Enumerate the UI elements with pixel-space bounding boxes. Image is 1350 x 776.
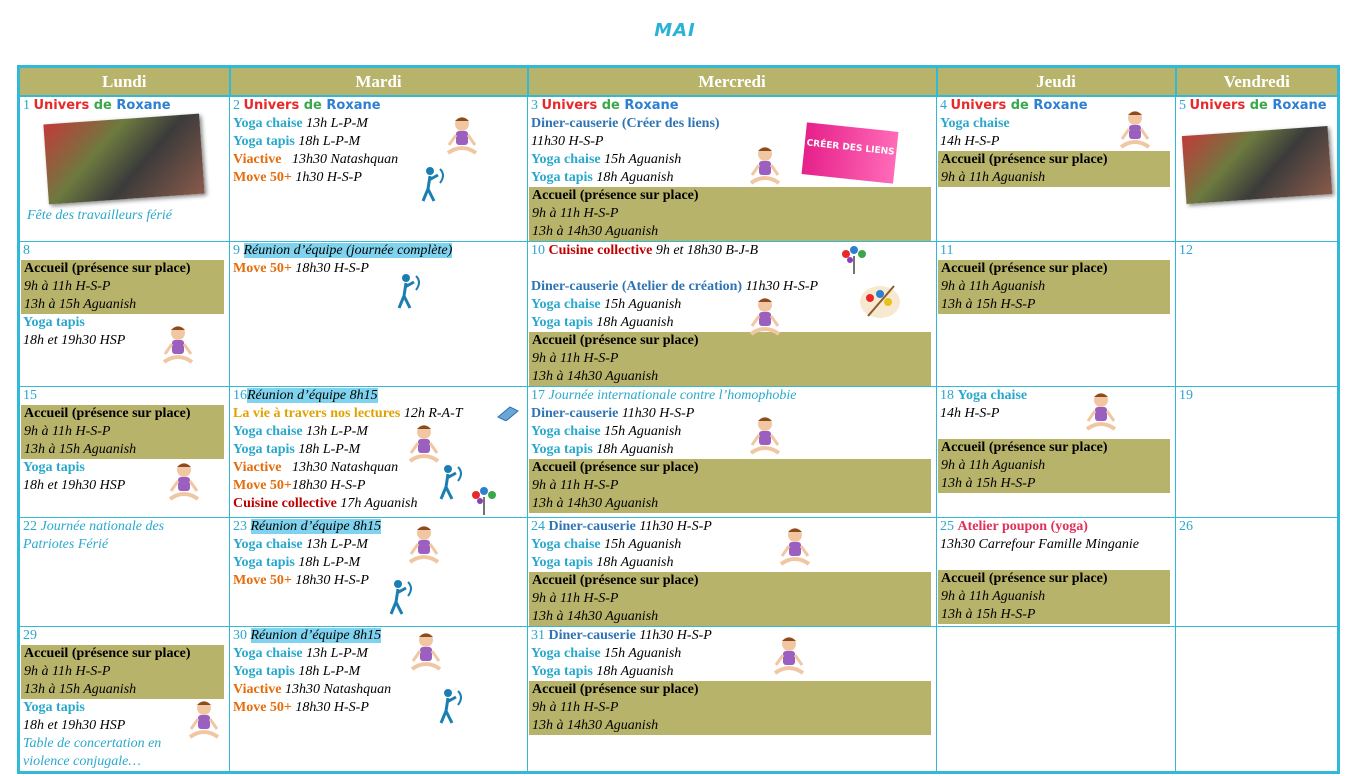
- day-number: 12: [1179, 243, 1193, 258]
- day-cell-24[interactable]: 24 Diner-causerie 11h30 H-S-P Yoga chaise 15h Aguanish Yoga tapis 18h Aguanish Accueil (présence sur place) 9h à 11h H-S-P 13h à 14h30 Aguanish: [528, 518, 937, 627]
- event-line: Diner-causerie 11h30 H-S-P: [531, 406, 695, 421]
- accueil-block: Accueil (présence sur place) 9h à 11h Aguanish 13h à 15h H-S-P: [938, 439, 1170, 493]
- event-note: Table de concertation en: [23, 736, 162, 751]
- day-cell-1[interactable]: [19, 96, 230, 242]
- spoons-icon: [470, 485, 498, 515]
- day-number: 19: [1179, 388, 1193, 403]
- day-cell-22[interactable]: [19, 518, 230, 627]
- move-icon: [436, 687, 466, 725]
- move-icon: [394, 272, 424, 310]
- event-note: Journée nationale des: [40, 519, 165, 534]
- event-note: Fête des travailleurs férié: [27, 208, 173, 223]
- day-number: 16: [233, 388, 247, 403]
- reunion-highlight: Réunion d’équipe (journée complète): [243, 243, 453, 258]
- move-icon: [386, 578, 416, 616]
- calendar: [17, 65, 1340, 774]
- univers-roxane-label: Univers de Roxane: [33, 98, 171, 113]
- header-mardi: Mardi: [230, 67, 528, 97]
- yoga-icon: [1083, 391, 1119, 433]
- event-line: Diner-causerie: [548, 519, 636, 534]
- event-line: Move 50+ 18h30 H-S-P: [233, 700, 369, 715]
- yoga-icon: [406, 423, 442, 465]
- yoga-icon: [777, 526, 813, 568]
- reunion-highlight: Réunion d’équipe 8h15: [250, 628, 382, 643]
- event-line: Atelier poupon (yoga): [957, 519, 1088, 534]
- day-number: 23: [233, 519, 247, 534]
- day-cell-17[interactable]: [528, 387, 937, 518]
- event-line: Cuisine collective: [548, 243, 653, 258]
- yoga-icon: [166, 461, 202, 503]
- event-line: Yoga chaise 15h Aguanish: [531, 537, 682, 552]
- day-cell-16[interactable]: [230, 387, 528, 518]
- event-line: Yoga chaise 15h Aguanish: [531, 424, 682, 439]
- event-line: 18h et 19h30 HSP: [23, 478, 126, 493]
- day-cell-8[interactable]: [19, 242, 230, 387]
- day-cell-4[interactable]: [937, 96, 1176, 242]
- event-line: 13h30 Carrefour Famille Minganie: [940, 537, 1139, 552]
- move-icon: [418, 165, 448, 203]
- event-line: Yoga chaise 13h L-P-M: [233, 537, 368, 552]
- day-cell-12[interactable]: [1176, 242, 1339, 387]
- day-number: 24: [531, 519, 545, 534]
- event-line: Diner-causerie (Atelier de création) 11h30 H-S-P: [531, 279, 819, 294]
- day-number: 31: [531, 628, 545, 643]
- event-line: Yoga tapis 18h Aguanish: [531, 315, 674, 330]
- accueil-block: Accueil (présence sur place) 9h à 11h H-S-P 13h à 15h Aguanish: [21, 260, 224, 314]
- day-number: 8: [23, 243, 30, 258]
- event-line: Move 50+ 18h30 H-S-P: [233, 573, 369, 588]
- creer-liens-image: CRÉER DES LIENS: [802, 122, 899, 183]
- univers-roxane-label: Univers de Roxane: [1189, 98, 1327, 113]
- day-number: 4: [940, 98, 947, 113]
- event-line: Yoga tapis: [23, 460, 85, 475]
- yoga-icon: [1117, 109, 1153, 151]
- accueil-block: Accueil (présence sur place) 9h à 11h H-S-P 13h à 14h30 Aguanish: [529, 572, 931, 626]
- event-line: Yoga chaise: [940, 116, 1010, 131]
- event-note: Patriotes Férié: [23, 537, 109, 552]
- event-line: 14h H-S-P: [940, 406, 1000, 421]
- day-number: 25: [940, 519, 954, 534]
- day-number: 30: [233, 628, 247, 643]
- header-mercredi: Mercredi: [528, 67, 937, 97]
- event-line: Cuisine collective 17h Aguanish: [233, 496, 418, 511]
- day-cell-31[interactable]: 31 Diner-causerie 11h30 H-S-P Yoga chaise 15h Aguanish Yoga tapis 18h Aguanish Accueil (présence sur place) 9h à 11h H-S-P 13h à 14h30 Aguanish: [528, 627, 937, 773]
- accueil-block: Accueil (présence sur place) 9h à 11h H-S-P 13h à 14h30 Aguanish: [529, 681, 931, 735]
- day-number: 29: [23, 628, 37, 643]
- event-line: Yoga tapis: [23, 700, 85, 715]
- event-line: Yoga tapis 18h L-P-M: [233, 555, 361, 570]
- event-note: violence conjugale…: [23, 754, 141, 769]
- day-cell-25[interactable]: [937, 518, 1176, 627]
- event-line: Yoga tapis 18h Aguanish: [531, 664, 674, 679]
- event-line: Yoga tapis: [23, 315, 85, 330]
- reunion-highlight: Réunion d’équipe 8h15: [250, 519, 382, 534]
- day-number: 17: [531, 388, 545, 403]
- univers-roxane-label: Univers de Roxane: [243, 98, 381, 113]
- univers-roxane-label: Univers de Roxane: [950, 98, 1088, 113]
- event-line: Move 50+ 18h30 H-S-P: [233, 261, 369, 276]
- yoga-icon: [160, 324, 196, 366]
- day-cell-11[interactable]: [937, 242, 1176, 387]
- day-cell-5[interactable]: [1176, 96, 1339, 242]
- event-line: Move 50+18h30 H-S-P: [233, 478, 366, 493]
- reunion-highlight: Réunion d’équipe 8h15: [247, 388, 378, 403]
- day-number: 10: [531, 243, 545, 258]
- accueil-block: Accueil (présence sur place) 9h à 11h Aguanish 13h à 15h H-S-P: [938, 260, 1170, 314]
- day-cell-26[interactable]: [1176, 518, 1339, 627]
- accueil-block: Accueil (présence sur place) 9h à 11h H-S-P 13h à 14h30 Aguanish: [529, 459, 931, 513]
- event-line: Viactive 13h30 Natashquan: [233, 460, 399, 475]
- day-number: 2: [233, 98, 240, 113]
- event-line: Yoga tapis 18h L-P-M: [233, 134, 361, 149]
- event-line: Viactive 13h30 Natashquan: [233, 152, 399, 167]
- day-cell-3[interactable]: [528, 96, 937, 242]
- book-icon: [496, 405, 520, 421]
- event-line: Yoga chaise 13h L-P-M: [233, 116, 368, 131]
- event-line: Yoga tapis 18h L-P-M: [233, 442, 361, 457]
- event-line: Yoga tapis 18h Aguanish: [531, 555, 674, 570]
- yoga-icon: [771, 635, 807, 677]
- day-number: 1: [23, 98, 30, 113]
- day-cell-30[interactable]: [230, 627, 528, 773]
- day-number: 11: [940, 243, 954, 258]
- header-jeudi: Jeudi: [937, 67, 1176, 97]
- yoga-icon: [406, 524, 442, 566]
- accueil-block: Accueil (présence sur place) 9h à 11h H-S-P 13h à 14h30 Aguanish: [529, 187, 931, 241]
- day-number: 5: [1179, 98, 1186, 113]
- graffiti-image: [1182, 126, 1332, 204]
- event-line: Viactive 13h30 Natashquan: [233, 682, 392, 697]
- spoons-icon: [840, 244, 868, 274]
- event-line: Yoga chaise 13h L-P-M: [233, 646, 368, 661]
- day-number: 15: [23, 388, 37, 403]
- day-number: 22: [23, 519, 37, 534]
- event-line: Yoga tapis 18h Aguanish: [531, 170, 674, 185]
- yoga-icon: [186, 699, 222, 741]
- event-line: Yoga tapis 18h Aguanish: [531, 442, 674, 457]
- event-line: Diner-causerie (Créer des liens): [531, 116, 720, 131]
- yoga-icon: [747, 145, 783, 187]
- move-icon: [436, 463, 466, 501]
- day-cell-15[interactable]: [19, 387, 230, 518]
- day-cell-empty: [1176, 627, 1339, 773]
- header-lundi: Lundi: [19, 67, 230, 97]
- event-line: 14h H-S-P: [940, 134, 1000, 149]
- day-number: 26: [1179, 519, 1193, 534]
- graffiti-image: [43, 114, 204, 205]
- day-cell-10[interactable]: 10 Cuisine collective 9h et 18h30 B-J-B Diner-causerie (Atelier de création) 11h30 H-S-P Yoga chaise 15h Aguanish Yoga tapis 18h Aguanish Accueil (présence sur place) 9h à 11h H-S-P 13h à 14h30 Aguanish: [528, 242, 937, 387]
- event-line: 18h et 19h30 HSP: [23, 718, 126, 733]
- yoga-icon: [444, 115, 480, 157]
- day-number: 18: [940, 388, 954, 403]
- event-line: Yoga chaise: [957, 388, 1028, 403]
- accueil-block: Accueil (présence sur place) 9h à 11h H-S-P 13h à 15h Aguanish: [21, 405, 224, 459]
- accueil-block: Accueil (présence sur place) 9h à 11h Aguanish: [938, 151, 1170, 187]
- event-line: Diner-causerie: [548, 628, 636, 643]
- day-number: 9: [233, 243, 240, 258]
- day-cell-19[interactable]: [1176, 387, 1339, 518]
- event-line: 11h30 H-S-P: [531, 134, 604, 149]
- event-line: Yoga chaise 13h L-P-M: [233, 424, 368, 439]
- event-line: Yoga tapis 18h L-P-M: [233, 664, 361, 679]
- accueil-block: Accueil (présence sur place) 9h à 11h H-S-P 13h à 15h Aguanish: [21, 645, 224, 699]
- univers-roxane-label: Univers de Roxane: [541, 98, 679, 113]
- day-cell-29[interactable]: [19, 627, 230, 773]
- event-line: Yoga chaise 15h Aguanish: [531, 152, 682, 167]
- day-cell-18[interactable]: [937, 387, 1176, 518]
- event-note: Journée internationale contre l’homophobie: [548, 388, 797, 403]
- day-cell-empty: [937, 627, 1176, 773]
- paint-icon: [858, 280, 902, 322]
- header-vendredi: Vendredi: [1176, 67, 1339, 97]
- event-line: 18h et 19h30 HSP: [23, 333, 126, 348]
- yoga-icon: [408, 631, 444, 673]
- day-cell-23[interactable]: [230, 518, 528, 627]
- event-line: Yoga chaise 15h Aguanish: [531, 297, 682, 312]
- accueil-block: Accueil (présence sur place) 9h à 11h Aguanish 13h à 15h H-S-P: [938, 570, 1170, 624]
- yoga-icon: [747, 296, 783, 338]
- yoga-icon: [747, 415, 783, 457]
- event-line: La vie à travers nos lectures 12h R-A-T: [233, 406, 463, 421]
- day-cell-2[interactable]: [230, 96, 528, 242]
- event-line: Move 50+ 1h30 H-S-P: [233, 170, 362, 185]
- day-number: 3: [531, 98, 538, 113]
- event-line: Yoga chaise 15h Aguanish: [531, 646, 682, 661]
- accueil-block: Accueil (présence sur place) 9h à 11h H-S-P 13h à 14h30 Aguanish: [529, 332, 931, 386]
- page-title: MAI: [654, 20, 696, 41]
- day-cell-9[interactable]: [230, 242, 528, 387]
